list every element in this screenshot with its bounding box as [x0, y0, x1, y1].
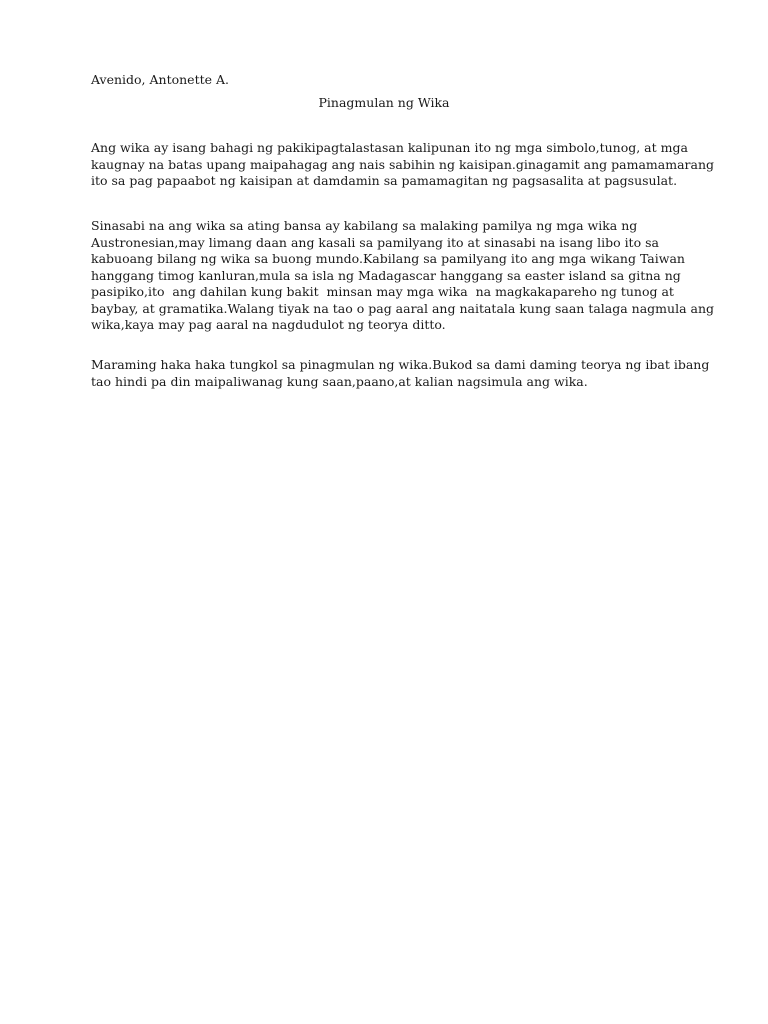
text-line: Sinasabi na ang wika sa ating bansa ay kabilang sa malaking pamilya ng mga wika ng: [91, 218, 638, 233]
paragraph-1: [91, 140, 715, 190]
paragraph-3: [91, 357, 710, 390]
text-line: tao hindi pa din maipaliwanag kung saan,paano,at kalian nagsimula ang wika.: [91, 373, 588, 389]
text-line: wika,kaya may pag aaral na nagdudulot ng teorya ditto.: [91, 317, 446, 332]
author-name: Avenido, Antonette A.: [91, 72, 229, 87]
paragraph-2: [91, 218, 715, 334]
text-line: Austronesian,may limang daan ang kasali sa pamilyang ito at sinasabi na isang libo ito sa: [91, 234, 659, 250]
text-line: pasipiko,ito ang dahilan kung bakit minsan may mga wika na magkakapareho ng tunog at: [91, 284, 674, 299]
text-line: Ang wika ay isang bahagi ng pakikipagtalastasan kalipunan ito ng mga simbolo,tunog, at mga: [91, 140, 688, 155]
document-title: Pinagmulan ng Wika: [318, 95, 450, 110]
text-line: hanggang timog kanluran,mula sa isla ng Madagascar hanggang sa easter island sa gitna ng: [91, 267, 681, 283]
text-line: Maraming haka haka tungkol sa pinagmulan ng wika.Bukod sa dami daming teorya ng ibat ibang: [91, 357, 710, 372]
text-line: kaugnay na batas upang maipahagag ang nais sabihin ng kaisipan.ginagamit ang pamamamarang: [91, 156, 715, 172]
text-line: kabuoang bilang ng wika sa buong mundo.Kabilang sa pamilyang ito ang mga wikang Taiwan: [91, 251, 685, 266]
text-line: baybay, at gramatika.Walang tiyak na tao o pag aaral ang naitatala kung saan talaga nagmula ang: [91, 300, 715, 316]
text-line: ito sa pag papaabot ng kaisipan at damdamin sa pamamagitan ng pagsasalita at pagsusulat.: [91, 173, 678, 188]
